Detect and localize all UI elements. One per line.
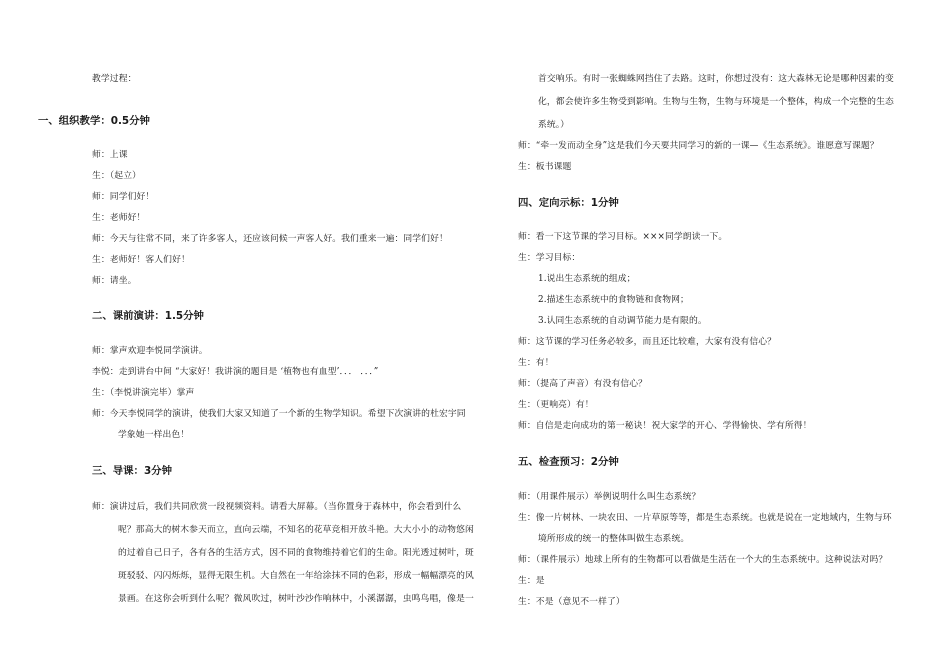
- dialogue-line: 生：老师好！: [92, 213, 146, 223]
- goal-item: 3.认同生态系统的自动调节能力是有限的。: [538, 316, 707, 326]
- dialogue-line: 师：上课: [92, 150, 128, 160]
- dialogue-line: 李悦：走到讲台中间 “大家好！我讲演的题目是 ‘植物也有血型’．．． ．．．”: [92, 367, 379, 377]
- dialogue-line: 师：同学们好！: [92, 192, 155, 202]
- dialogue-line: 生：像一片树林、一块农田、一片草原等等，都是生态系统。也就是说在一定地域内，生物与环: [518, 513, 892, 523]
- dialogue-line: 师：演讲过后，我们共同欣赏一段视频资料。请看大屏幕。（当你置身于森林中，你会看到什么: [92, 502, 462, 512]
- dialogue-line: 师：掌声欢迎李悦同学演讲。: [92, 346, 208, 356]
- section-4-heading: 四、定向示标：1分钟: [518, 197, 619, 209]
- goal-item: 2.描述生态系统中的食物链和食物网；: [538, 295, 689, 305]
- dialogue-line: 生：学习目标：: [518, 253, 581, 263]
- dialogue-line: 生：（更响亮）有！: [518, 400, 594, 410]
- dialogue-line: 生：是: [518, 576, 545, 586]
- dialogue-line: 师：今天李悦同学的演讲，使我们大家又知道了一个新的生物学知识。希望下次演讲的杜宏宇同: [92, 409, 466, 419]
- dialogue-line: 生：不是（意见不一样了）: [518, 597, 625, 607]
- dialogue-line: 生：板书课题: [518, 162, 572, 172]
- dialogue-line: 师：看一下这节课的学习目标。×××同学朗读一下。: [518, 232, 728, 242]
- dialogue-line: 师：（用课件展示）举例说明什么叫生态系统？: [518, 492, 701, 502]
- intro-text: 教学过程：: [92, 74, 137, 84]
- dialogue-line: 首交响乐。有时一张蜘蛛网挡住了去路。这时，你想过没有：这大森林无论是哪种因素的变: [538, 74, 894, 84]
- dialogue-line: 师：（提高了声音）有没有信心？: [518, 379, 648, 389]
- goal-item: 1.说出生态系统的组成；: [538, 274, 636, 284]
- dialogue-line: 师：今天与往常不同，来了许多客人，还应该问候一声客人好。我们重来一遍：同学们好！: [92, 234, 448, 244]
- dialogue-line: 境所形成的统一的整体叫做生态系统。: [538, 534, 690, 544]
- dialogue-line: 师：请坐。: [92, 276, 137, 286]
- dialogue-line: 师：自信是走向成功的第一秘诀！祝大家学的开心、学得愉快、学有所得！: [518, 421, 812, 431]
- dialogue-line: 师：这节课的学习任务必较多，而且还比较难，大家有没有信心？: [518, 337, 777, 347]
- section-2-heading: 二、课前演讲：1.5分钟: [92, 310, 204, 322]
- dialogue-line: 斑驳驳、闪闪烁烁，显得无限生机。大自然在一年给涂抹不同的色彩，形成一幅幅漂亮的风: [118, 571, 474, 581]
- dialogue-line: 生：老师好！客人们好！: [92, 255, 190, 265]
- dialogue-line: 师：“牵一发而动全身”这是我们今天要共同学习的新的一课—《生态系统》。谁愿意写课题？: [518, 141, 879, 151]
- dialogue-line: 系统。）: [538, 120, 570, 130]
- dialogue-line: 师：（课件展示）地球上所有的生物都可以看做是生活在一个大的生态系统中。这种说法对吗？: [518, 555, 888, 565]
- dialogue-line: 的过着自己日子，各有各的生活方式，因不同的食物维持着它们的生命。阳光透过树叶，斑: [118, 548, 474, 558]
- dialogue-line: 学象她一样出色！: [118, 430, 190, 440]
- dialogue-line: 生：（起立）: [92, 171, 141, 181]
- dialogue-line: 生：（李悦讲演完毕）掌声: [92, 388, 195, 398]
- section-1-heading: 一、组织教学：0.5分钟: [38, 115, 150, 127]
- section-5-heading: 五、检查预习：2分钟: [518, 456, 619, 468]
- dialogue-line: 景画。在这你会听到什么呢？微风吹过，树叶沙沙作响林中，小溪潺潺，虫鸣鸟唱，像是一: [118, 594, 474, 604]
- dialogue-line: 生：有！: [518, 358, 554, 368]
- dialogue-line: 呢？那高大的树木参天而立，直向云端，不知名的花草竞相开放斗艳。大大小小的动物悠闲: [118, 525, 474, 535]
- dialogue-line: 化，都会使许多生物受到影响。生物与生物，生物与环境是一个整体，构成一个完整的生态: [538, 97, 894, 107]
- section-3-heading: 三、导课：3分钟: [92, 465, 172, 477]
